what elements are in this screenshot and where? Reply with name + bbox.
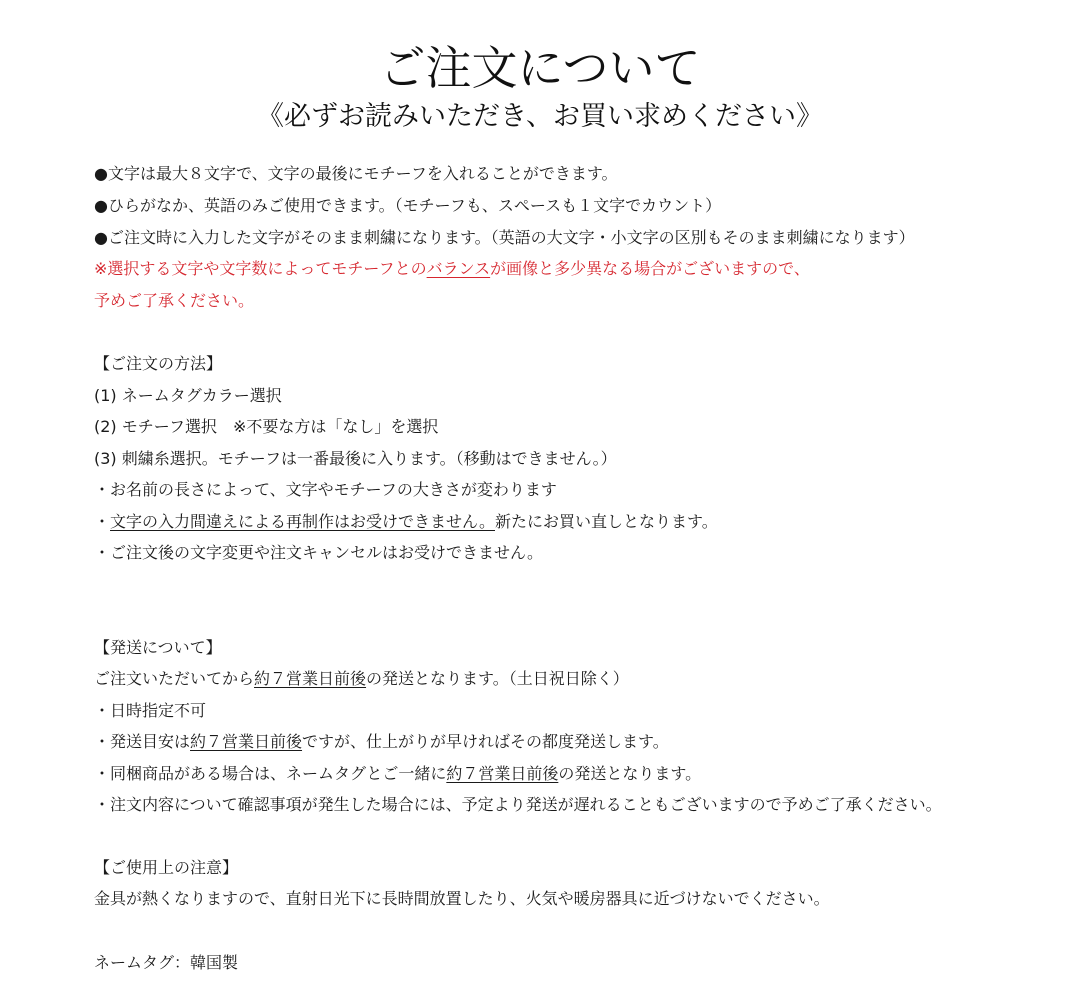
order-note-2 bbox=[94, 511, 718, 533]
shipping-line-3-post: ですが、仕上がりが早ければその都度発送します。 bbox=[302, 732, 669, 751]
shipping-line-2: ・日時指定不可 bbox=[94, 701, 207, 720]
shipping-line-1-days: 約７営業日前後 bbox=[254, 669, 367, 688]
order-note-2-underlined: 文字の入力間違えによる再制作はお受けできません。 bbox=[110, 512, 495, 531]
shipping-line-4-days: 約７営業日前後 bbox=[446, 764, 559, 783]
usage-heading: 【ご使用上の注意】 bbox=[94, 858, 239, 877]
shipping-line-5: ・注文内容について確認事項が発生した場合には、予定より発送が遅れることもございますので予めご了承ください。 bbox=[94, 795, 942, 814]
intro-warning-line-2: 予めご了承ください。 bbox=[94, 291, 255, 310]
intro-line-max-chars: ●文字は最大８文字で、文字の最後にモチーフを入れることができます。 bbox=[94, 164, 618, 183]
shipping-line-4 bbox=[94, 763, 701, 785]
intro-warning-line bbox=[94, 258, 810, 280]
intro-line-allowed-chars: ●ひらがなか、英語のみご使用できます。（モチーフも、スペースも１文字でカウント） bbox=[94, 196, 722, 215]
intro-warning-balance: バランス bbox=[426, 259, 491, 278]
order-step-2: (2) モチーフ選択 ※不要な方は「なし」を選択 bbox=[94, 417, 439, 436]
shipping-heading: 【発送について】 bbox=[94, 638, 222, 657]
origin-line: ネームタグ：韓国製 bbox=[94, 953, 239, 972]
shipping-line-4-pre: ・同梱商品がある場合は、ネームタグとご一緒に bbox=[94, 764, 447, 783]
shipping-line-4-post: の発送となります。 bbox=[558, 764, 702, 783]
usage-line-1: 金具が熱くなりますので、直射日光下に長時間放置したり、火気や暖房器具に近づけないでください。 bbox=[94, 889, 830, 908]
order-step-3: (3) 刺繍糸選択。モチーフは一番最後に入ります。（移動はできません。） bbox=[94, 449, 617, 468]
shipping-line-1 bbox=[94, 668, 629, 690]
intro-warning-text: ※選択する文字や文字数によってモチーフとの bbox=[94, 259, 427, 278]
order-note-2-rest: 新たにお買い直しとなります。 bbox=[494, 512, 718, 531]
intro-warning-text-end: が画像と多少異なる場合がございますので、 bbox=[490, 259, 810, 278]
shipping-line-3-days: 約７営業日前後 bbox=[190, 732, 303, 751]
order-note-2-bullet: ・ bbox=[94, 512, 111, 531]
intro-line-embroidery: ●ご注文時に入力した文字がそのまま刺繍になります。（英語の大文字・小文字の区別もそのまま刺繍になります） bbox=[94, 228, 915, 247]
shipping-line-3 bbox=[94, 731, 669, 753]
order-step-1: (1) ネームタグカラー選択 bbox=[94, 386, 282, 405]
order-note-1: ・お名前の長さによって、文字やモチーフの大きさが変わります bbox=[94, 480, 557, 499]
page-title: ご注文について bbox=[379, 41, 701, 95]
shipping-line-1-post: の発送となります。（土日祝日除く） bbox=[366, 669, 629, 688]
page-subtitle: 《必ずお読みいただき、お買い求めください》 bbox=[257, 101, 823, 132]
order-note-3: ・ご注文後の文字変更や注文キャンセルはお受けできません。 bbox=[94, 543, 543, 562]
order-heading: 【ご注文の方法】 bbox=[94, 354, 223, 373]
shipping-line-3-pre: ・発送目安は bbox=[94, 732, 191, 751]
shipping-line-1-pre: ご注文いただいてから bbox=[94, 669, 255, 688]
